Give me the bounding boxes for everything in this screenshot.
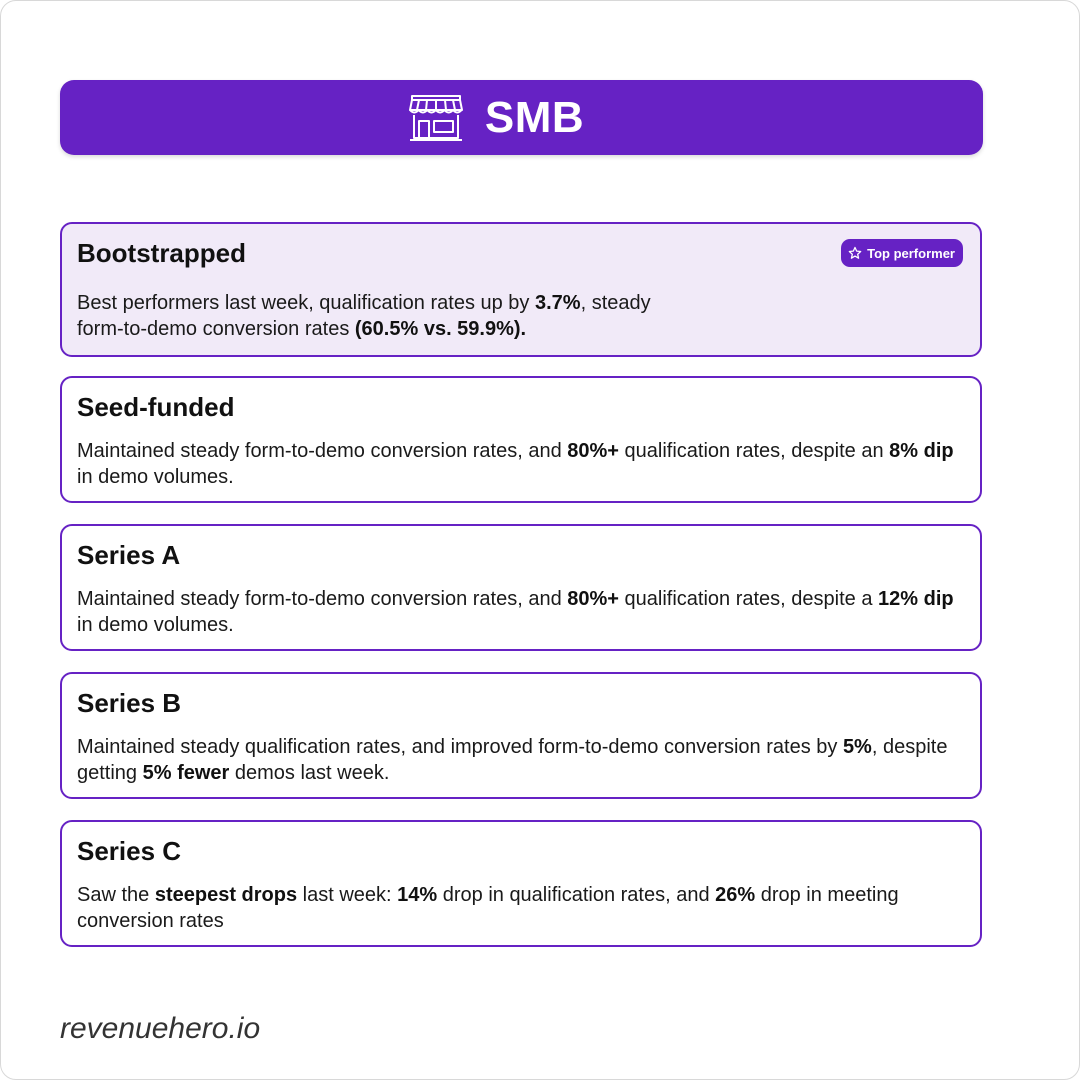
brand-footer: revenuehero.io: [60, 1012, 261, 1045]
card-body: [77, 882, 967, 934]
top-performer-badge: [841, 239, 963, 267]
body-text: last week:: [297, 884, 398, 906]
segment-card-series-b: [60, 672, 982, 799]
emphasis-text: 5% fewer: [142, 762, 230, 784]
body-text: , steady: [580, 292, 651, 314]
body-text: Saw the: [77, 884, 155, 906]
card-title: Series A: [77, 540, 181, 570]
emphasis-text: 14%: [397, 884, 438, 906]
body-text: Maintained steady qualification rates, and improved form-to-demo conversion rates by: [77, 736, 843, 758]
emphasis-text: 5%: [842, 736, 872, 758]
segment-title: SMB: [484, 92, 585, 142]
star-icon: [848, 246, 862, 260]
body-text: in demo volumes.: [77, 466, 234, 488]
body-text: drop in meeting conversion rates: [77, 884, 899, 932]
segment-card-seed-funded: [60, 376, 982, 503]
segment-card-bootstrapped: [60, 222, 982, 357]
card-title: Series C: [77, 836, 182, 866]
card-body: [77, 586, 967, 638]
emphasis-text: 80%+: [567, 440, 619, 462]
card-body: [77, 438, 967, 490]
segment-card-series-a: [60, 524, 982, 651]
emphasis-text: 26%: [715, 884, 756, 906]
body-text: drop in qualification rates, and: [437, 884, 716, 906]
body-text: , despite getting: [77, 736, 948, 784]
card-title: Series B: [77, 688, 182, 718]
emphasis-text: 80%+: [567, 588, 619, 610]
segment-card-series-c: [60, 820, 982, 947]
body-text: in demo volumes.: [77, 614, 234, 636]
card-body: [77, 290, 967, 342]
body-text: qualification rates, despite an: [618, 440, 890, 462]
emphasis-text: (60.5% vs. 59.9%).: [354, 318, 527, 340]
body-text: Maintained steady form-to-demo conversion rates, and: [77, 588, 568, 610]
body-text: demos last week.: [229, 762, 390, 784]
emphasis-text: 8% dip: [889, 440, 954, 462]
card-title: Bootstrapped: [77, 238, 246, 268]
body-text: qualification rates, despite a: [618, 588, 879, 610]
body-text: Best performers last week, qualification rates up by: [77, 292, 535, 314]
body-text: form-to-demo conversion rates: [77, 318, 355, 340]
emphasis-text: steepest drops: [154, 884, 298, 906]
storefront-icon: [409, 94, 463, 142]
emphasis-text: 3.7%: [535, 292, 581, 314]
badge-label: Top performer: [867, 245, 955, 261]
card-title: Seed-funded: [77, 392, 235, 422]
body-text: Maintained steady form-to-demo conversion rates, and: [77, 440, 568, 462]
emphasis-text: 12% dip: [878, 588, 954, 610]
segment-header: [60, 80, 983, 155]
card-body: [77, 734, 967, 786]
